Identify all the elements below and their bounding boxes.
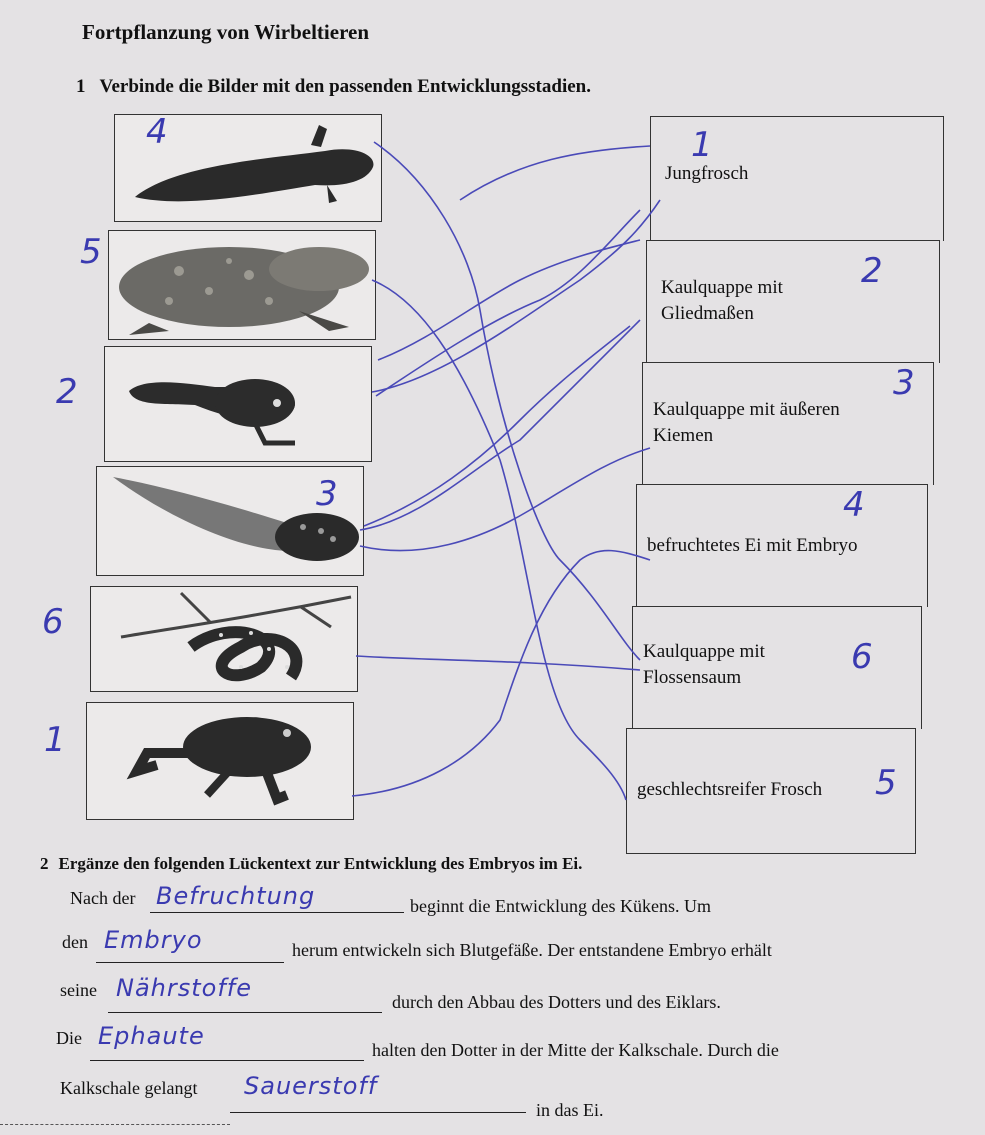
line-top-stage1 [460, 146, 650, 200]
line-pic3-stage1 [372, 200, 660, 392]
worksheet-title: Fortpflanzung von Wirbeltieren [82, 20, 370, 44]
stage-box-5[interactable] [632, 606, 922, 729]
gap-line1-after: beginnt die Entwicklung des Kükens. Um [410, 896, 711, 916]
stage-box-2[interactable] [646, 240, 940, 363]
stage-2-label-line2: Gliedmaßen [661, 303, 754, 324]
pic5-handwritten-number: 6 [42, 602, 64, 642]
gap5-blank-line [230, 1112, 526, 1113]
stage-1-handwritten-number: 1 [691, 125, 713, 165]
gap-line4-before: Die [56, 1028, 82, 1048]
spawn-on-branch-icon [91, 587, 357, 691]
task2-instruction: Ergänze den folgenden Lückentext zur Entwicklung des Embryos im Ei. [58, 854, 583, 873]
gap-line1-before: Nach der [70, 888, 136, 908]
stage-3-handwritten-number: 3 [893, 363, 915, 403]
stage-3-label-line1: Kaulquappe mit äußeren [653, 399, 840, 420]
stage-6-label: geschlechtsreifer Frosch [637, 779, 823, 800]
line-pic5-stage5 [356, 656, 640, 670]
gap2-answer[interactable]: Embryo [104, 926, 203, 954]
gap4-answer[interactable]: Ephaute [98, 1022, 205, 1050]
tadpole-with-hind-legs-icon [105, 347, 371, 461]
picture-toad[interactable] [108, 230, 376, 340]
stage-box-6[interactable] [626, 728, 916, 854]
picture-spawn-on-branch[interactable] [90, 586, 358, 692]
line-pic3-stage2 [378, 240, 640, 360]
stage-6-handwritten-number: 5 [875, 763, 897, 803]
gap1-blank-line [150, 912, 404, 913]
task1-number: 1 [76, 76, 86, 97]
stage-box-3[interactable] [642, 362, 934, 485]
gap-line5-before: Kalkschale gelangt [60, 1078, 198, 1098]
line-pic4-stage2b [364, 326, 630, 526]
bottom-dashed-line [0, 1124, 230, 1125]
task2-number: 2 [40, 854, 49, 873]
task1-instruction: Verbinde die Bilder mit den passenden Entwicklungsstadien. [99, 76, 591, 97]
task1-heading [76, 76, 591, 98]
stage-box-4[interactable] [636, 484, 928, 607]
stage-4-handwritten-number: 4 [843, 485, 865, 525]
gap2-blank-line [96, 962, 284, 963]
stage-4-label: befruchtetes Ei mit Embryo [647, 535, 858, 556]
line-pic2-stage6 [372, 280, 626, 800]
line-pic3-stage1b [376, 210, 640, 396]
young-frog-icon [87, 703, 353, 819]
gap5-answer[interactable]: Sauerstoff [244, 1072, 378, 1100]
stage-5-handwritten-number: 6 [851, 637, 873, 677]
line-pic4-stage2 [360, 320, 640, 530]
gap1-answer[interactable]: Befruchtung [156, 882, 316, 910]
gap3-answer[interactable]: Nährstoffe [116, 974, 252, 1002]
stage-box-1[interactable] [650, 116, 944, 241]
pic1-handwritten-number: 4 [146, 112, 168, 152]
gap-line3-before: seine [60, 980, 97, 1000]
line-pic4-stage3 [360, 448, 650, 551]
toad-icon [109, 231, 375, 339]
gap-line3-after: durch den Abbau des Dotters und des Eiklars. [392, 992, 721, 1012]
line-pic1-stage5 [374, 142, 640, 660]
gap4-blank-line [90, 1060, 364, 1061]
picture-tadpole-with-hind-legs[interactable] [104, 346, 372, 462]
picture-young-frog[interactable] [86, 702, 354, 820]
stage-2-handwritten-number: 2 [861, 251, 883, 291]
stage-5-label-line1: Kaulquappe mit [643, 641, 765, 662]
gap-line5-after: in das Ei. [536, 1100, 604, 1120]
pic2-handwritten-number: 5 [80, 232, 102, 272]
stage-1-label: Jungfrosch [665, 163, 749, 184]
gap-line4-after: halten den Dotter in der Mitte der Kalkschale. Durch die [372, 1040, 779, 1060]
stage-2-label-line1: Kaulquappe mit [661, 277, 783, 298]
pic6-handwritten-number: 1 [44, 720, 66, 760]
gap-line2-after: herum entwickeln sich Blutgefäße. Der entstandene Embryo erhält [292, 940, 772, 960]
stage-5-label-line2: Flossensaum [643, 667, 742, 688]
pic4-handwritten-number: 3 [316, 474, 338, 514]
gap-line2-before: den [62, 932, 88, 952]
stage-3-label-line2: Kiemen [653, 425, 714, 446]
line-pic6-stage4 [352, 551, 650, 796]
pic3-handwritten-number: 2 [56, 372, 78, 412]
task2-heading [40, 854, 582, 874]
gap3-blank-line [108, 1012, 382, 1013]
